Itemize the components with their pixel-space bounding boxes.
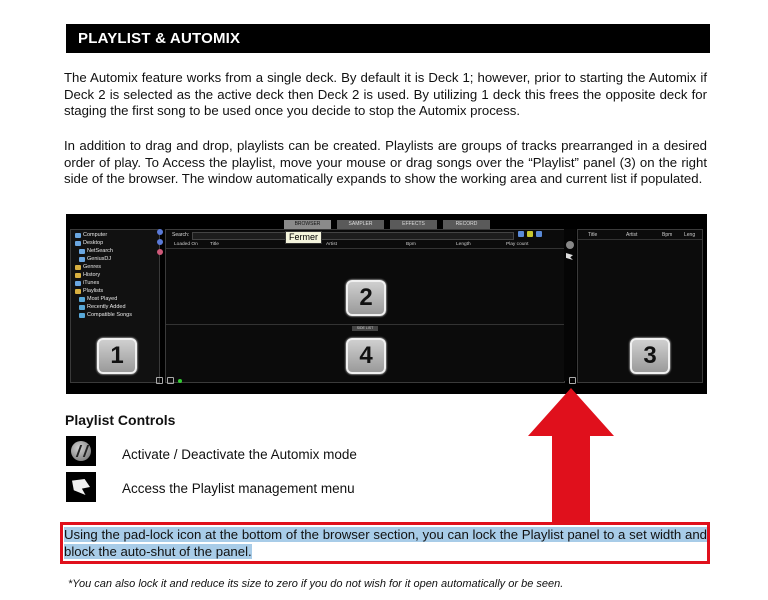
column-header[interactable]: Artist bbox=[326, 242, 337, 247]
browser-screenshot bbox=[66, 214, 707, 394]
column-header[interactable]: Title bbox=[588, 232, 598, 238]
browser-tabs bbox=[284, 220, 490, 229]
column-header[interactable]: Artist bbox=[626, 232, 638, 238]
playlist-icon bbox=[79, 305, 85, 310]
add-icon[interactable] bbox=[178, 379, 182, 383]
search-row bbox=[166, 230, 564, 240]
callout-number-4: 4 bbox=[346, 338, 386, 374]
sideview-toggle-icon[interactable] bbox=[157, 249, 163, 255]
column-header[interactable]: Bpm bbox=[662, 232, 673, 238]
callout-number-2: 2 bbox=[346, 280, 386, 316]
padlock-icon[interactable] bbox=[569, 377, 576, 384]
tree-item[interactable]: Playlists bbox=[75, 288, 103, 294]
tree-item[interactable]: Computer bbox=[75, 232, 107, 238]
padlock-icon[interactable] bbox=[156, 377, 163, 384]
computer-icon bbox=[75, 233, 81, 238]
desktop-icon bbox=[75, 241, 81, 246]
column-header[interactable]: Bpm bbox=[406, 242, 416, 247]
sideview-toggle-icon[interactable] bbox=[157, 239, 163, 245]
column-header[interactable]: Loaded On bbox=[174, 242, 198, 247]
controls-heading: Playlist Controls bbox=[65, 412, 176, 428]
callout-number-3: 3 bbox=[630, 338, 670, 374]
control-description: Activate / Deactivate the Automix mode bbox=[122, 447, 357, 462]
playlist-panel bbox=[577, 229, 703, 383]
netsearch-icon bbox=[79, 249, 85, 254]
tree-item[interactable]: Most Played bbox=[79, 296, 117, 302]
folder-icon bbox=[75, 273, 81, 278]
playlist-icon bbox=[79, 313, 85, 318]
search-options-icon[interactable] bbox=[518, 231, 524, 237]
playlist-control-strip bbox=[564, 229, 576, 381]
tree-item[interactable]: Desktop bbox=[75, 240, 103, 246]
tree-item[interactable]: History bbox=[75, 272, 100, 278]
tree-item[interactable]: NetSearch bbox=[79, 248, 113, 254]
search-label: Search: bbox=[172, 232, 190, 238]
playlist-icon bbox=[79, 297, 85, 302]
column-header[interactable]: Play count bbox=[506, 242, 529, 247]
column-header[interactable]: Title bbox=[210, 242, 219, 247]
tooltip: Fermer bbox=[285, 231, 322, 244]
tab-sampler[interactable]: SAMPLER bbox=[337, 220, 384, 229]
playlist-column-headers bbox=[578, 230, 702, 240]
up-arrow-annotation bbox=[526, 388, 616, 524]
search-icons bbox=[518, 231, 542, 237]
playlist-menu-icon bbox=[66, 472, 96, 502]
paragraph-playlists: In addition to drag and drop, playlists can be created. Playlists are groups of tracks prearranged in a desired order of play. To Access the playlist, move your mouse or drag songs over the “Playlist” panel (3) on the right side of the browser. The window automatically expands to show the working area and current list if populated. bbox=[64, 138, 707, 187]
column-headers bbox=[166, 241, 564, 249]
geniusdj-icon bbox=[79, 257, 85, 262]
playlist-menu-icon[interactable] bbox=[566, 253, 573, 260]
tab-record[interactable]: RECORD bbox=[443, 220, 490, 229]
folder-icon[interactable] bbox=[527, 231, 533, 237]
column-header[interactable]: Length bbox=[456, 242, 471, 247]
panel-divider bbox=[166, 324, 564, 325]
folder-tree-panel bbox=[70, 229, 160, 383]
sideview-label[interactable]: SIDE LIST bbox=[352, 326, 378, 331]
tree-item[interactable]: iTunes bbox=[75, 280, 99, 286]
control-description: Access the Playlist management menu bbox=[122, 481, 355, 496]
automix-icon[interactable] bbox=[566, 241, 574, 249]
tree-item[interactable]: Genres bbox=[75, 264, 101, 270]
options-icon[interactable] bbox=[167, 377, 174, 384]
itunes-icon bbox=[75, 281, 81, 286]
section-header bbox=[66, 24, 710, 53]
highlighted-note bbox=[64, 527, 707, 560]
section-title: PLAYLIST & AUTOMIX bbox=[78, 30, 241, 47]
highlighted-text: Using the pad-lock icon at the bottom of the browser section, you can lock the Playlist panel to a set width and block the auto-shut of the panel. bbox=[64, 527, 707, 559]
paragraph-automix: The Automix feature works from a single deck. By default it is Deck 1; however, prior to starting the Automix if Deck 2 is selected as the active deck then Deck 2 is used. By utilizing 1 deck this frees the opposite deck for staging the first song to be used once you decide to stop the Automix process. bbox=[64, 70, 707, 119]
tree-item[interactable]: Compatible Songs bbox=[79, 312, 132, 318]
browser-bottom-bar bbox=[156, 377, 182, 384]
tree-item[interactable]: Recently Added bbox=[79, 304, 126, 310]
view-icon[interactable] bbox=[536, 231, 542, 237]
tab-effects[interactable]: EFFECTS bbox=[390, 220, 437, 229]
file-browser-panel bbox=[165, 229, 565, 383]
search-input[interactable] bbox=[192, 232, 514, 240]
sideview-toggle-icon[interactable] bbox=[157, 229, 163, 235]
folder-icon bbox=[75, 289, 81, 294]
footnote: *You can also lock it and reduce its size to zero if you do not wish for it open automatically or be seen. bbox=[68, 578, 564, 590]
folder-icon bbox=[75, 265, 81, 270]
tab-browser[interactable]: BROWSER bbox=[284, 220, 331, 229]
callout-number-1: 1 bbox=[97, 338, 137, 374]
tree-item[interactable]: GeniusDJ bbox=[79, 256, 111, 262]
column-header[interactable]: Leng bbox=[684, 232, 696, 238]
sideview-icons bbox=[157, 229, 165, 259]
automix-icon bbox=[66, 436, 96, 466]
